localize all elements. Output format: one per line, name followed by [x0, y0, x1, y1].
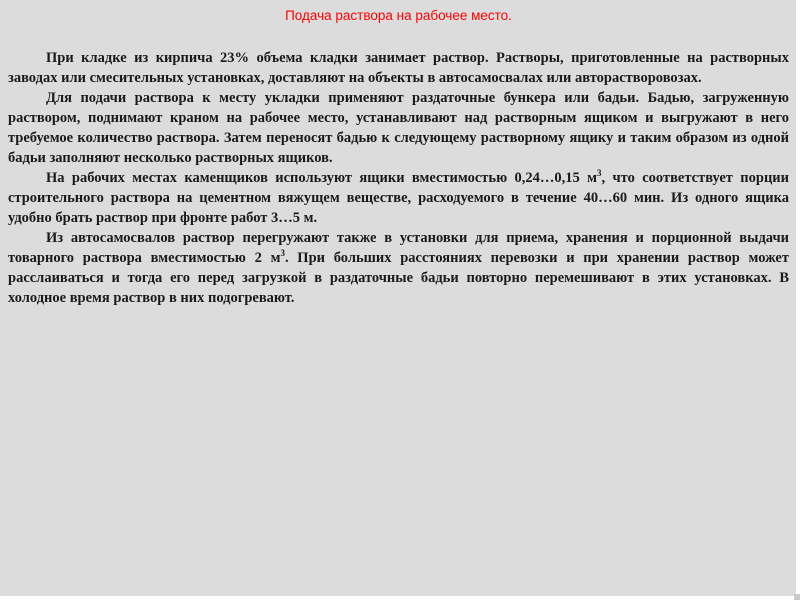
slide-corner	[794, 594, 800, 600]
slide-border-bottom	[0, 596, 800, 600]
paragraph-text-continued: . При больших расстояниях перевозки и при хранении раствор может расслаиваться и тогда его перед загрузкой в раздаточные бадьи повторно перемешивают в этих установках. В холодное время раствор в них подогревают.	[8, 250, 789, 306]
paragraph-text: Из автосамосвалов раствор перегружают также в установки для приема, хранения и порционной выдачи товарного раствора вместимостью 2 м	[8, 230, 789, 266]
paragraph-1	[8, 48, 789, 88]
superscript-exponent: 3	[280, 248, 285, 259]
paragraph-text-continued: , что соответствует порции строительного раствора на цементном вяжущем веществе, расходуемого в течение 40…60 мин. Из одного ящика удобно брать раствор при фронте работ 3…5 м.	[8, 170, 790, 226]
document-body	[8, 6, 789, 308]
paragraph-text: На рабочих местах каменщиков используют ящики вместимостью 0,24…0,15 м	[46, 170, 598, 186]
paragraph-text: При кладке из кирпича 23% объема кладки занимает раствор. Растворы, приготовленные на растворных заводах или смесительных установках, доставляют на объекты в автосамосвалах или авторастворовозах.	[8, 50, 789, 86]
paragraph-4	[8, 228, 789, 308]
slide-border-right	[796, 0, 800, 600]
paragraph-2	[8, 88, 789, 168]
document-title: Подача раствора на рабочее место.	[285, 8, 512, 23]
paragraph-text: Для подачи раствора к месту укладки применяют раздаточные бункера или бадьи. Бадью, загруженную раствором, поднимают краном на рабочее место, устанавливают над растворным ящиком и выгружают в него требуемое количество раствора. Затем переносят бадью к следующему растворному ящику и таким образом из одной бадьи заполняют несколько растворных ящиков.	[8, 90, 789, 166]
paragraph-3	[8, 168, 789, 228]
superscript-exponent: 3	[597, 168, 602, 179]
